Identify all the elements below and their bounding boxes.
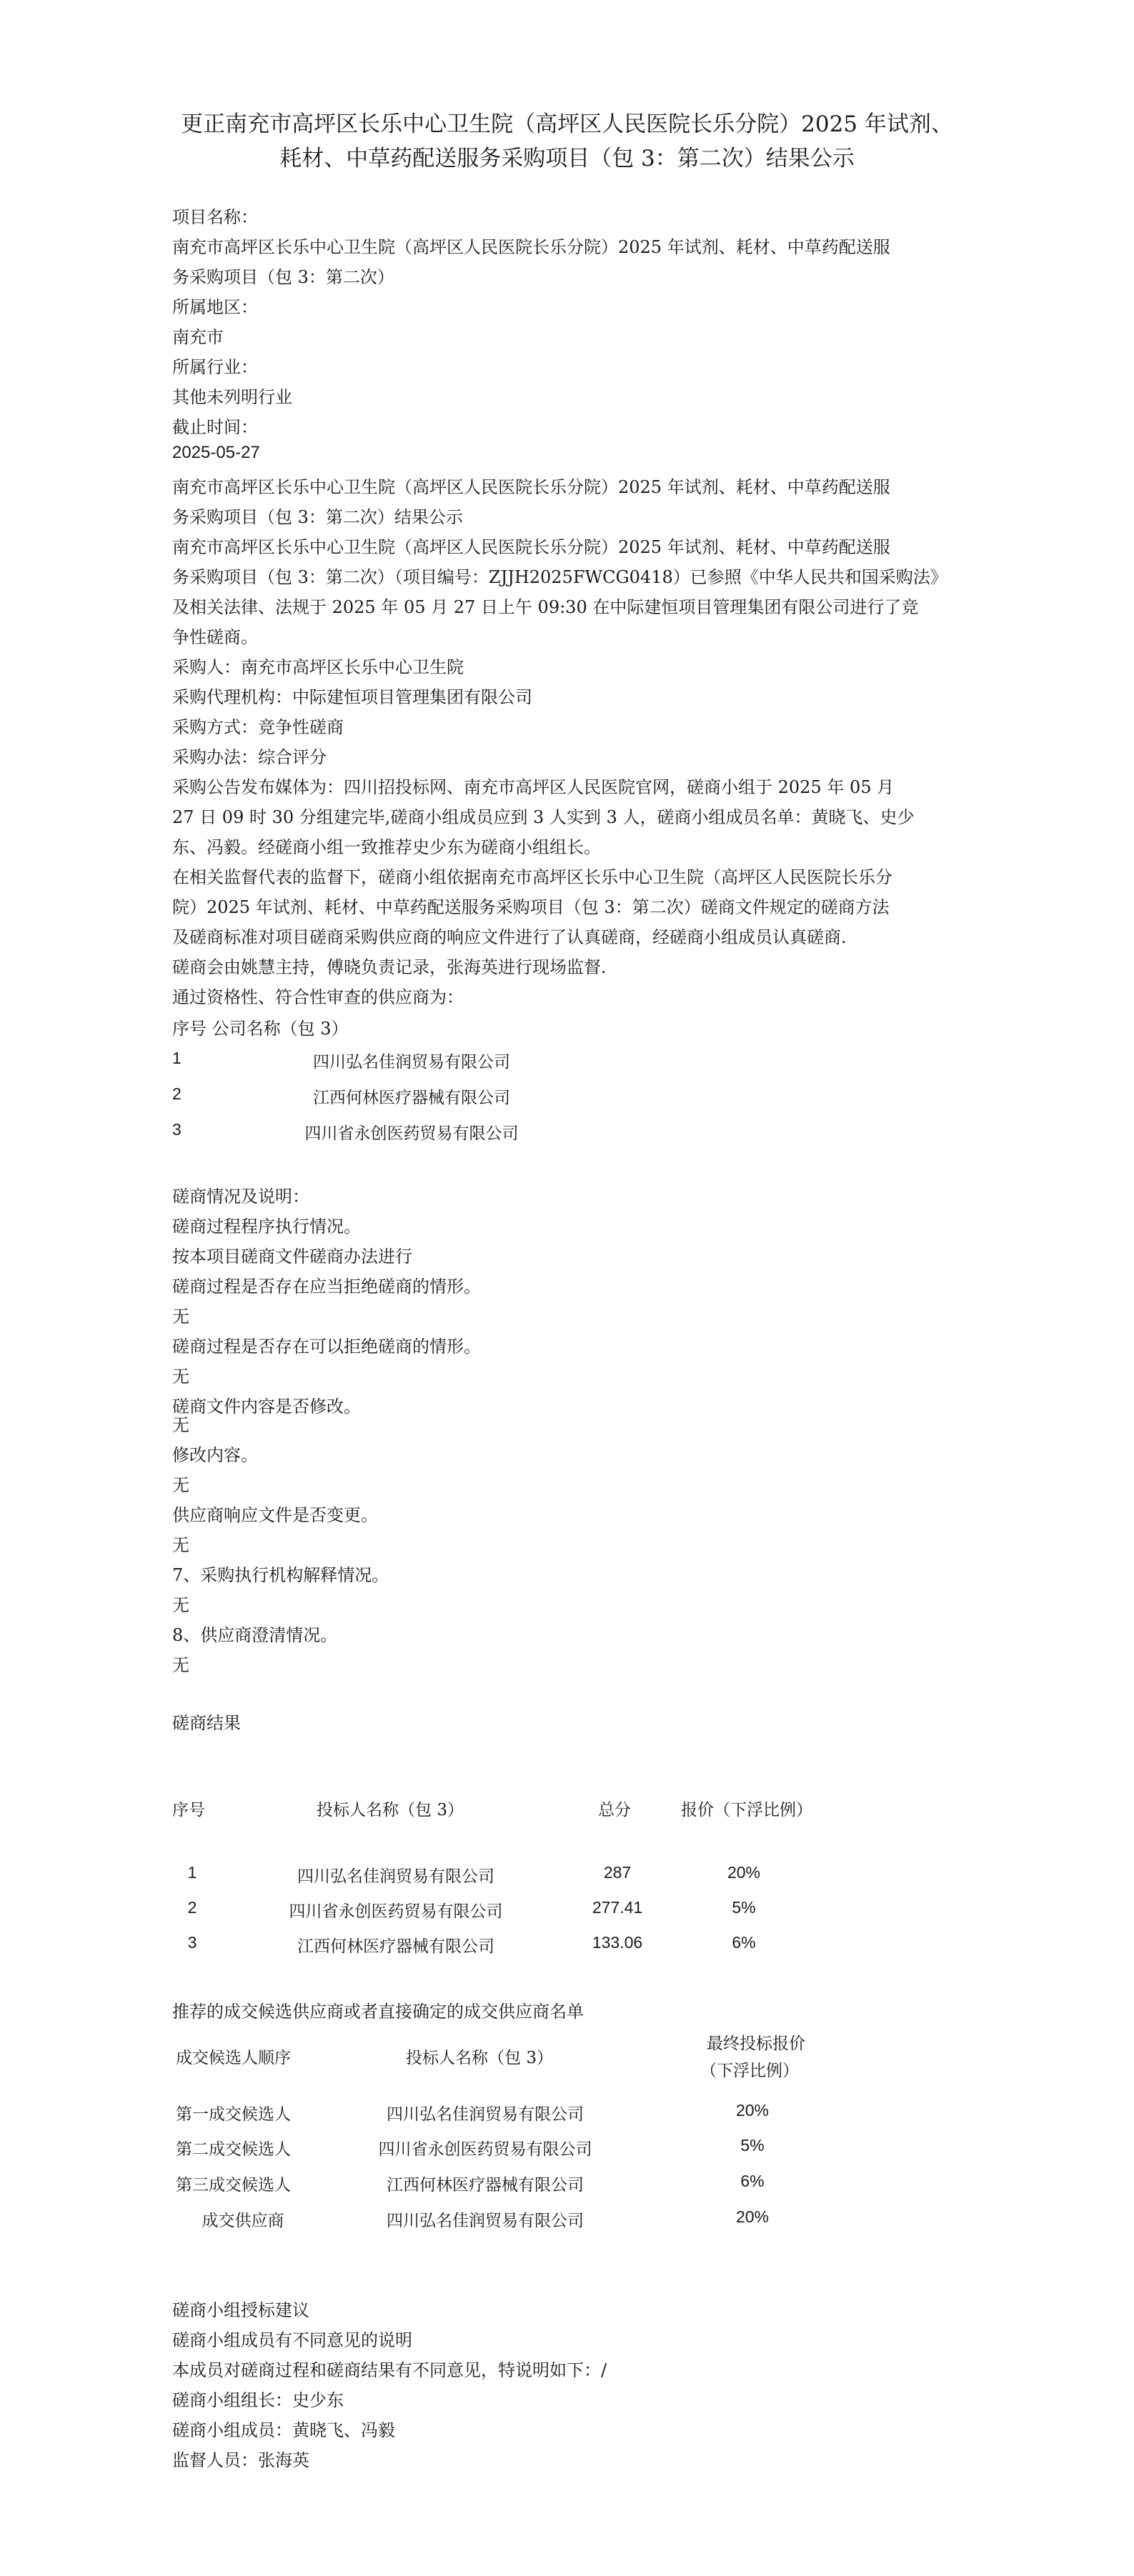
intro-line: 东、冯毅。经磋商小组一致推荐史少东为磋商小组组长。 bbox=[172, 837, 601, 857]
intro-line: 所属地区： bbox=[172, 297, 258, 317]
result-name: 江西何林医疗器械有限公司 bbox=[297, 1937, 494, 1956]
recommend-order: 第三成交候选人 bbox=[176, 2176, 291, 2195]
intro-line: 南充市高坪区长乐中心卫生院（高坪区人民医院长乐分院）2025 年试剂、耗材、中草药配送服 bbox=[172, 537, 890, 557]
result-header-price: 报价（下浮比例） bbox=[681, 1801, 812, 1819]
intro-line: 采购公告发布媒体为：四川招投标网、南充市高坪区人民医院官网，磋商小组于 2025 年 05 月 bbox=[172, 777, 895, 797]
intro-line: 采购人：南充市高坪区长乐中心卫生院 bbox=[172, 657, 464, 677]
recommend-header-order: 成交候选人顺序 bbox=[176, 2049, 291, 2067]
result-no: 1 bbox=[187, 1863, 197, 1882]
result-header-name: 投标人名称（包 3） bbox=[317, 1801, 464, 1819]
situation-line: 按本项目磋商文件磋商办法进行 bbox=[172, 1247, 412, 1267]
intro-line: 南充市高坪区长乐中心卫生院（高坪区人民医院长乐分院）2025 年试剂、耗材、中草药配送服 bbox=[172, 237, 890, 257]
situation-line: 磋商情况及说明： bbox=[172, 1187, 309, 1207]
recommend-name: 四川弘名佳润贸易有限公司 bbox=[387, 2105, 584, 2124]
situation-line: 无 bbox=[172, 1475, 189, 1495]
intro-line: 27 日 09 时 30 分组建完毕,磋商小组成员应到 3 人实到 3 人，磋商小组成员名单：黄晓飞、史少 bbox=[172, 807, 915, 827]
recommend-order: 第二成交候选人 bbox=[176, 2140, 291, 2159]
recommend-price: 6% bbox=[740, 2172, 765, 2190]
recommend-row bbox=[172, 2172, 980, 2193]
situation-line: 无 bbox=[172, 1367, 189, 1387]
situation-line: 磋商文件内容是否修改。 bbox=[172, 1397, 361, 1417]
recommend-name: 四川弘名佳润贸易有限公司 bbox=[387, 2212, 584, 2230]
situation-line: 无 bbox=[172, 1535, 189, 1555]
situation-line: 磋商过程是否存在应当拒绝磋商的情形。 bbox=[172, 1277, 481, 1297]
intro-line: 南充市高坪区长乐中心卫生院（高坪区人民医院长乐分院）2025 年试剂、耗材、中草药配送服 bbox=[172, 477, 890, 497]
result-score: 277.41 bbox=[592, 1898, 643, 1917]
title-line-1: 更正南充市高坪区长乐中心卫生院（高坪区人民医院长乐分院）2025 年试剂、 bbox=[181, 111, 953, 137]
intro-line: 通过资格性、符合性审查的供应商为： bbox=[172, 987, 464, 1007]
intro-line: 在相关监督代表的监督下，磋商小组依据南充市高坪区长乐中心卫生院（高坪区人民医院长乐分 bbox=[172, 867, 892, 887]
qualified-row bbox=[172, 1084, 980, 1106]
deadline-date: 2025-05-27 bbox=[172, 443, 260, 462]
situation-line: 7、采购执行机构解释情况。 bbox=[172, 1565, 389, 1585]
result-no: 2 bbox=[187, 1898, 197, 1917]
result-heading: 磋商结果 bbox=[172, 1713, 241, 1733]
situation-line: 8、供应商澄清情况。 bbox=[172, 1625, 338, 1645]
situation-line: 修改内容。 bbox=[172, 1445, 258, 1465]
intro-line: 项目名称： bbox=[172, 207, 258, 227]
intro-line: 及磋商标准对项目磋商采购供应商的响应文件进行了认真磋商，经磋商小组成员认真磋商. bbox=[172, 927, 847, 947]
recommend-header-price-line2: （下浮比例） bbox=[700, 2062, 799, 2080]
result-header-score: 总分 bbox=[598, 1801, 631, 1819]
result-price: 6% bbox=[732, 1933, 756, 1952]
situation-line: 磋商过程是否存在可以拒绝磋商的情形。 bbox=[172, 1337, 481, 1357]
closing-line: 磋商小组成员：黄晓飞、冯毅 bbox=[172, 2420, 395, 2440]
closing-line: 本成员对磋商过程和磋商结果有不同意见，特说明如下：/ bbox=[172, 2360, 607, 2380]
qualified-header: 序号 公司名称（包 3） bbox=[172, 1019, 349, 1039]
recommend-header-row bbox=[172, 2030, 980, 2087]
recommend-row bbox=[172, 2207, 980, 2229]
intro-line: 采购代理机构：中际建恒项目管理集团有限公司 bbox=[172, 687, 532, 707]
recommend-row bbox=[172, 2136, 980, 2157]
closing-line: 磋商小组组长：史少东 bbox=[172, 2390, 344, 2410]
situation-line: 磋商过程程序执行情况。 bbox=[172, 1217, 361, 1237]
qualified-no: 2 bbox=[172, 1084, 181, 1103]
intro-line: 院）2025 年试剂、耗材、中草药配送服务采购项目（包 3：第二次）磋商文件规定的磋商方法 bbox=[172, 897, 890, 917]
result-score: 133.06 bbox=[592, 1933, 643, 1952]
recommend-order: 第一成交候选人 bbox=[176, 2105, 291, 2124]
recommend-price: 20% bbox=[735, 2207, 770, 2226]
document-body bbox=[172, 0, 980, 2576]
intro-line: 截止时间： bbox=[172, 417, 258, 437]
intro-line: 及相关法律、法规于 2025 年 05 月 27 日上午 09:30 在中际建恒项目管理集团有限公司进行了竞 bbox=[172, 597, 919, 617]
qualified-no: 3 bbox=[172, 1120, 181, 1139]
closing-line: 监督人员：张海英 bbox=[172, 2450, 309, 2470]
result-name: 四川弘名佳润贸易有限公司 bbox=[297, 1867, 494, 1886]
intro-line: 所属行业： bbox=[172, 357, 258, 377]
situation-line: 无 bbox=[172, 1595, 189, 1615]
intro-line: 务采购项目（包 3：第二次） bbox=[172, 267, 394, 287]
intro-line: 其他未列明行业 bbox=[172, 387, 292, 407]
situation-line: 无 bbox=[172, 1655, 189, 1675]
intro-line: 务采购项目（包 3：第二次）（项目编号：ZJJH2025FWCG0418）已参照《中华人民共和国采购法》 bbox=[172, 567, 948, 587]
title-line-2: 耗材、中草药配送服务采购项目（包 3：第二次）结果公示 bbox=[279, 146, 855, 171]
qualified-row bbox=[172, 1049, 980, 1070]
result-row bbox=[172, 1863, 980, 1884]
result-score: 287 bbox=[603, 1863, 632, 1882]
result-header-row bbox=[172, 1797, 980, 1818]
recommend-row bbox=[172, 2101, 980, 2122]
recommend-header-name: 投标人名称（包 3） bbox=[406, 2049, 553, 2067]
intro-line: 务采购项目（包 3：第二次）结果公示 bbox=[172, 507, 463, 527]
intro-line: 磋商会由姚慧主持，傅晓负责记录，张海英进行现场监督. bbox=[172, 957, 607, 977]
recommend-order: 成交供应商 bbox=[202, 2212, 284, 2230]
qualified-row bbox=[172, 1120, 980, 1142]
intro-line: 采购方式：竞争性磋商 bbox=[172, 717, 344, 737]
intro-line: 采购办法：综合评分 bbox=[172, 747, 327, 767]
qualified-no: 1 bbox=[172, 1049, 181, 1067]
recommend-price: 5% bbox=[740, 2136, 765, 2155]
result-name: 四川省永创医药贸易有限公司 bbox=[289, 1902, 503, 1921]
recommend-name: 江西何林医疗器械有限公司 bbox=[387, 2176, 584, 2195]
recommend-header-price-line1: 最终投标报价 bbox=[707, 2035, 805, 2053]
recommend-price: 20% bbox=[735, 2101, 770, 2120]
result-row bbox=[172, 1898, 980, 1919]
closing-line: 磋商小组授标建议 bbox=[172, 2300, 309, 2320]
result-price: 5% bbox=[732, 1898, 756, 1917]
result-row bbox=[172, 1933, 980, 1955]
result-price: 20% bbox=[727, 1863, 761, 1882]
recommend-name: 四川省永创医药贸易有限公司 bbox=[378, 2140, 592, 2159]
result-header-no: 序号 bbox=[172, 1801, 205, 1819]
recommend-heading: 推荐的成交候选供应商或者直接确定的成交供应商名单 bbox=[172, 2002, 584, 2022]
situation-line: 供应商响应文件是否变更。 bbox=[172, 1505, 378, 1525]
closing-line: 磋商小组成员有不同意见的说明 bbox=[172, 2330, 412, 2350]
intro-line: 南充市 bbox=[172, 327, 224, 347]
result-no: 3 bbox=[187, 1933, 197, 1952]
qualified-name: 四川弘名佳润贸易有限公司 bbox=[313, 1053, 510, 1072]
qualified-name: 四川省永创医药贸易有限公司 bbox=[304, 1124, 519, 1143]
situation-line: 无 bbox=[172, 1415, 189, 1435]
qualified-name: 江西何林医疗器械有限公司 bbox=[313, 1089, 510, 1107]
situation-line: 无 bbox=[172, 1307, 189, 1327]
intro-line: 争性磋商。 bbox=[172, 627, 258, 647]
